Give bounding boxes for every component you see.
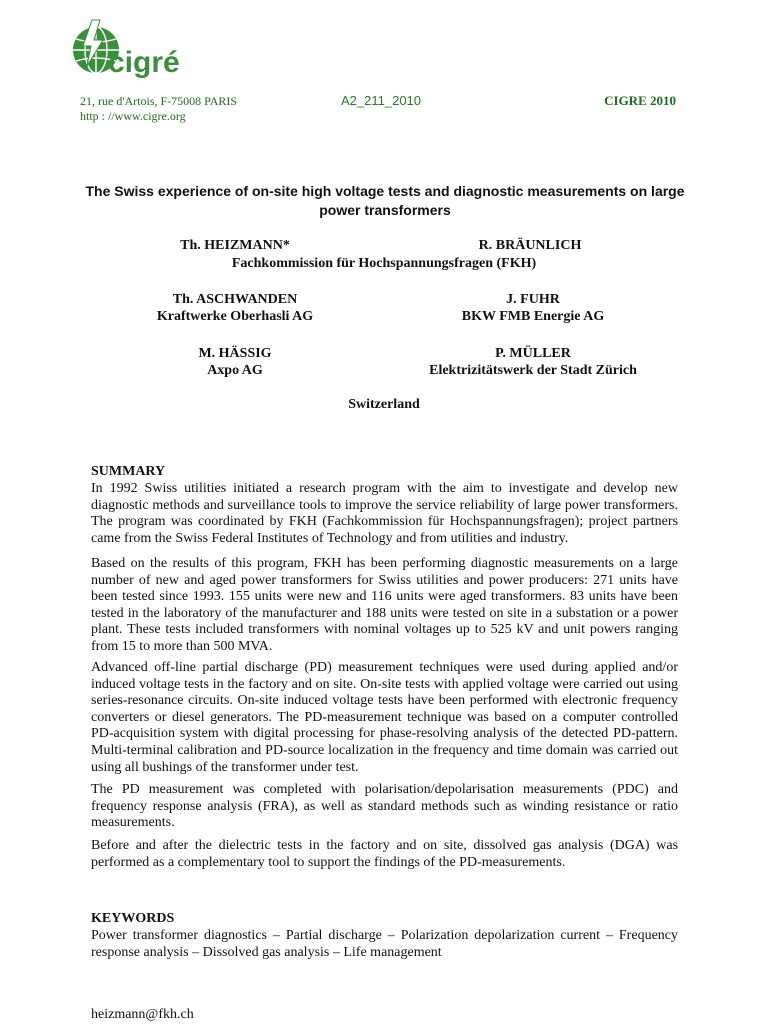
summary-heading: SUMMARY (91, 464, 166, 479)
paper-title: The Swiss experience of on-site high voltage tests and diagnostic measurements on large power transformers (85, 183, 685, 218)
author-braeunlich: R. BRÄUNLICH (478, 238, 582, 253)
author-haessig: M. HÄSSIG (198, 346, 272, 361)
affiliation-fkh: Fachkommission für Hochspannungsfragen (FKH) (231, 256, 537, 271)
author-aschwanden: Th. ASCHWANDEN (172, 292, 298, 307)
cigre-logo (70, 14, 186, 90)
keywords-text: Power transformer diagnostics – Partial discharge – Polarization depolarization current – Frequency response analysis – Dissolved gas analysis – Life management (91, 928, 678, 960)
affiliation-ewz: Elektrizitätswerk der Stadt Zürich (429, 363, 637, 378)
author-fuhr: J. FUHR (506, 292, 560, 307)
summary-paragraph: Based on the results of this program, FKH has been performing diagnostic measurements on a large number of new and aged power transformers for Swiss utilities and power producers: 271 units have been tested since 1993. 155 units were new and 116 units were aged transformers. 83 units have been tested in the laboratory of the manufacturer and 188 units were tested on site in a substation or a power plant. These tests included transformers with nominal voltages up to 525 kV and unit powers ranging from 15 to more than 500 MVA. (91, 556, 678, 654)
summary-paragraph: The PD measurement was completed with polarisation/depolarisation measurements (PDC) and frequency response analysis (FRA), as well as standard methods such as winding resistance or ratio measurements. (91, 782, 678, 831)
website-link[interactable]: http : //www.cigre.org (80, 109, 186, 123)
author-email[interactable]: heizmann@fkh.ch (91, 1007, 194, 1022)
affiliation-axpo: Axpo AG (207, 363, 263, 378)
paper-reference: A2_211_2010 (341, 93, 422, 108)
address-block (80, 94, 237, 124)
logo-wordmark: cigré (108, 46, 180, 79)
author-mueller: P. MÜLLER (495, 346, 571, 361)
author-heizmann: Th. HEIZMANN* (180, 238, 290, 253)
summary-paragraph: Advanced off-line partial discharge (PD) measurement techniques were used during applied and/or induced voltage tests in the factory and on site. On-site tests with applied voltage were carried out using series-resonance circuits. On-site induced voltage tests have been performed with electronic frequency converters or diesel generators. The PD-measurement technique was based on a computer controlled PD-acquisition system with digital processing for phase-resolving analysis of the detected PD-pattern. Multi-terminal calibration and PD-source localization in the frequency and time domain was carried out using all bushings of the transformer under test. (91, 660, 678, 775)
summary-paragraph: In 1992 Swiss utilities initiated a research program with the aim to investigate and develop new diagnostic methods and surveillance tools to improve the service reliability of large power transformers. The program was coordinated by FKH (Fachkommission für Hochspannungsfragen); project partners came from the Swiss Federal Institutes of Technology and from utilities and industry. (91, 481, 678, 546)
affiliation-kwo: Kraftwerke Oberhasli AG (156, 309, 314, 324)
conference-label: CIGRE 2010 (604, 93, 676, 108)
affiliation-bkw: BKW FMB Energie AG (461, 309, 605, 324)
country: Switzerland (348, 397, 420, 412)
address-street: 21, rue d'Artois, F-75008 PARIS (80, 94, 238, 108)
keywords-heading: KEYWORDS (91, 911, 175, 926)
summary-paragraph: Before and after the dielectric tests in the factory and on site, dissolved gas analysis (DGA) was performed as a complementary tool to support the findings of the PD-measurements. (91, 838, 678, 870)
